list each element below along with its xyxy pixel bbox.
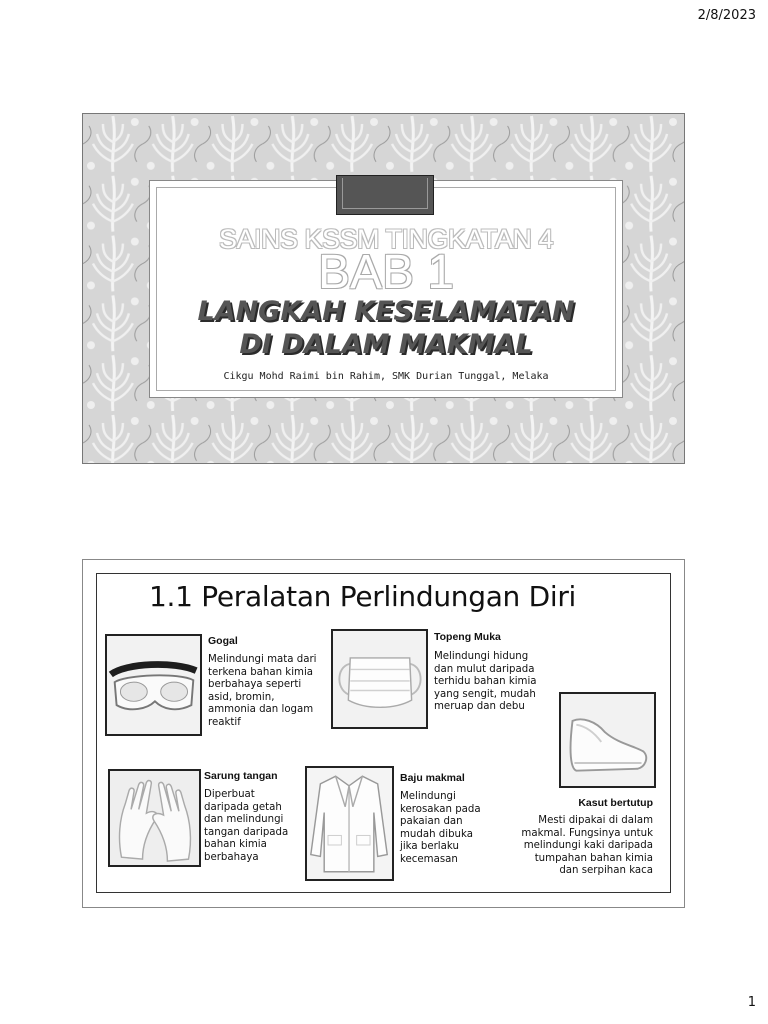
item-title-topeng-muka: Topeng Muka [434,631,501,643]
print-date: 2/8/2023 [697,8,756,23]
course-kicker: SAINS KSSM TINGKATAN 4 [218,224,554,254]
item-desc-kasut-bertutup: Mesti dipakai di dalam makmal. Fungsinya untuk melindungi kaki daripada tumpahan bahan kimia dan serpihan kaca [521,815,653,877]
author-line: Cikgu Mohd Raimi bin Rahim, SMK Durian Tunggal, Melaka [223,371,549,382]
slide-title-line2: DI DALAM MAKMAL [239,329,533,360]
title-tab-accent [336,175,434,215]
section-title: 1.1 Peralatan Perlindungan Diri [149,580,577,613]
title-box [149,180,623,398]
item-title-gogal: Gogal [208,635,238,647]
slide-title [150,295,622,361]
item-desc-sarung-tangan: Diperbuat daripada getah dan melindungi tangan daripada bahan kimia berbahaya [204,789,289,863]
gloves-icon [108,769,201,867]
title-slide [82,113,685,464]
item-title-baju-makmal: Baju makmal [400,772,465,784]
goggles-icon [105,634,202,736]
item-title-sarung-tangan: Sarung tangan [204,770,278,782]
item-desc-baju-makmal: Melindungi kerosakan pada pakaian dan mudah dibuka jika berlaku kecemasan [400,791,481,865]
item-desc-gogal: Melindungi mata dari terkena bahan kimia berbahaya seperti asid, bromin, ammonia dan logam reaktif [208,654,317,728]
ppe-slide-frame [96,573,671,893]
item-desc-topeng-muka: Melindungi hidung dan mulut daripada terhidu bahan kimia yang sengit, mudah meruap dan debu [434,651,537,713]
ppe-slide [82,559,685,908]
slide-title-line1: LANGKAH KESELAMATAN [197,296,575,327]
chapter-label: BAB 1 [317,246,455,299]
item-title-kasut-bertutup: Kasut bertutup [578,797,653,809]
face-mask-icon [331,629,428,729]
page-number: 1 [747,995,756,1010]
closed-shoe-icon [559,692,656,788]
lab-coat-icon [305,766,394,881]
